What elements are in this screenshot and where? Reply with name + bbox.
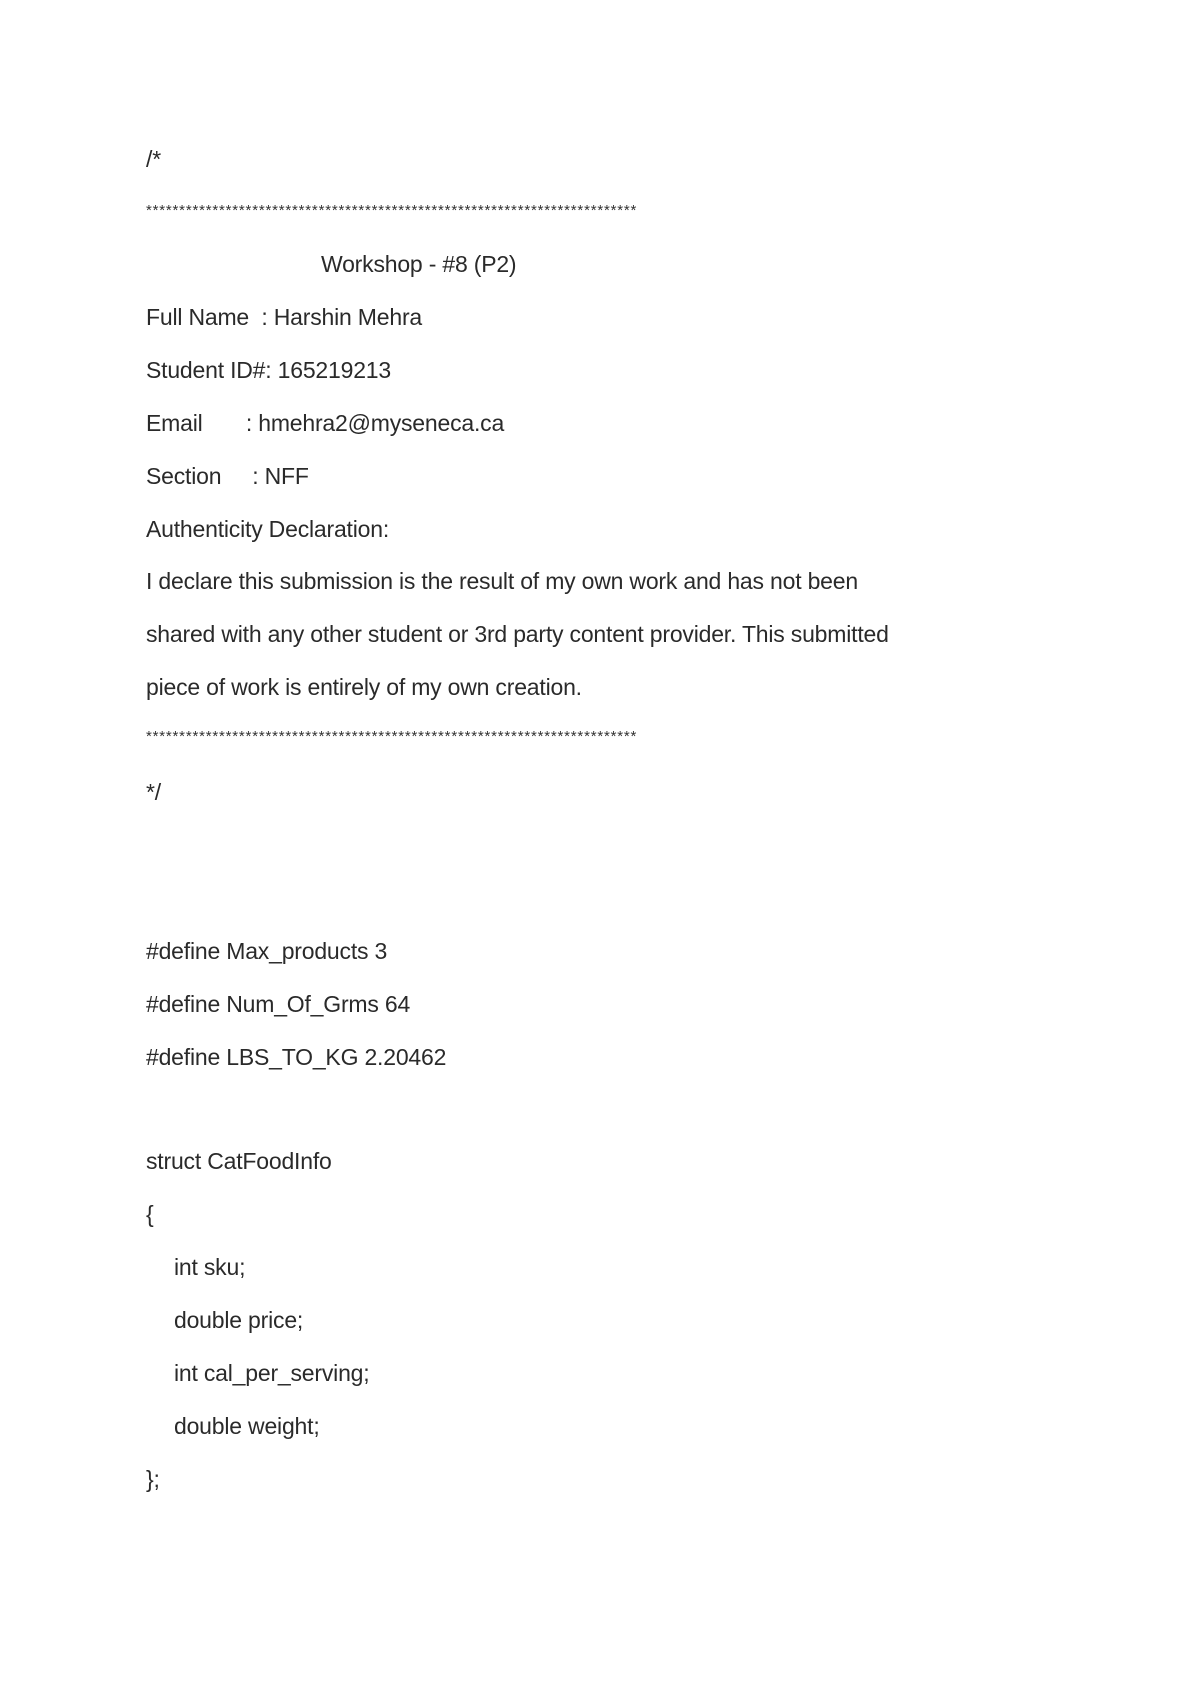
define-lbs-to-kg: #define LBS_TO_KG 2.20462: [146, 1044, 447, 1070]
declaration-line-2: shared with any other student or 3rd party content provider. This submitted: [146, 621, 889, 647]
define-max-products: #define Max_products 3: [146, 938, 388, 964]
header-title: Workshop - #8 (P2): [321, 251, 517, 277]
comment-open: /*: [146, 146, 161, 172]
define-num-of-grms: #define Num_Of_Grms 64: [146, 991, 411, 1017]
struct-field-sku: int sku;: [174, 1254, 246, 1280]
section-line: Section : NFF: [146, 463, 309, 489]
stars-divider-bottom: **************************************************************************: [146, 728, 638, 745]
comment-close: */: [146, 779, 161, 805]
struct-field-weight: double weight;: [174, 1413, 320, 1439]
authenticity-heading: Authenticity Declaration:: [146, 516, 390, 542]
full-name-line: Full Name : Harshin Mehra: [146, 304, 422, 330]
struct-field-cal-per-serving: int cal_per_serving;: [174, 1360, 370, 1386]
struct-brace-close: };: [146, 1466, 160, 1492]
struct-declaration: struct CatFoodInfo: [146, 1148, 332, 1174]
student-id-line: Student ID#: 165219213: [146, 357, 391, 383]
struct-brace-open: {: [146, 1201, 154, 1227]
email-line: Email : hmehra2@myseneca.ca: [146, 410, 505, 436]
declaration-line-1: I declare this submission is the result of my own work and has not been: [146, 568, 858, 594]
stars-divider-top: **************************************************************************: [146, 202, 638, 219]
struct-field-price: double price;: [174, 1307, 304, 1333]
declaration-line-3: piece of work is entirely of my own creation.: [146, 674, 582, 700]
